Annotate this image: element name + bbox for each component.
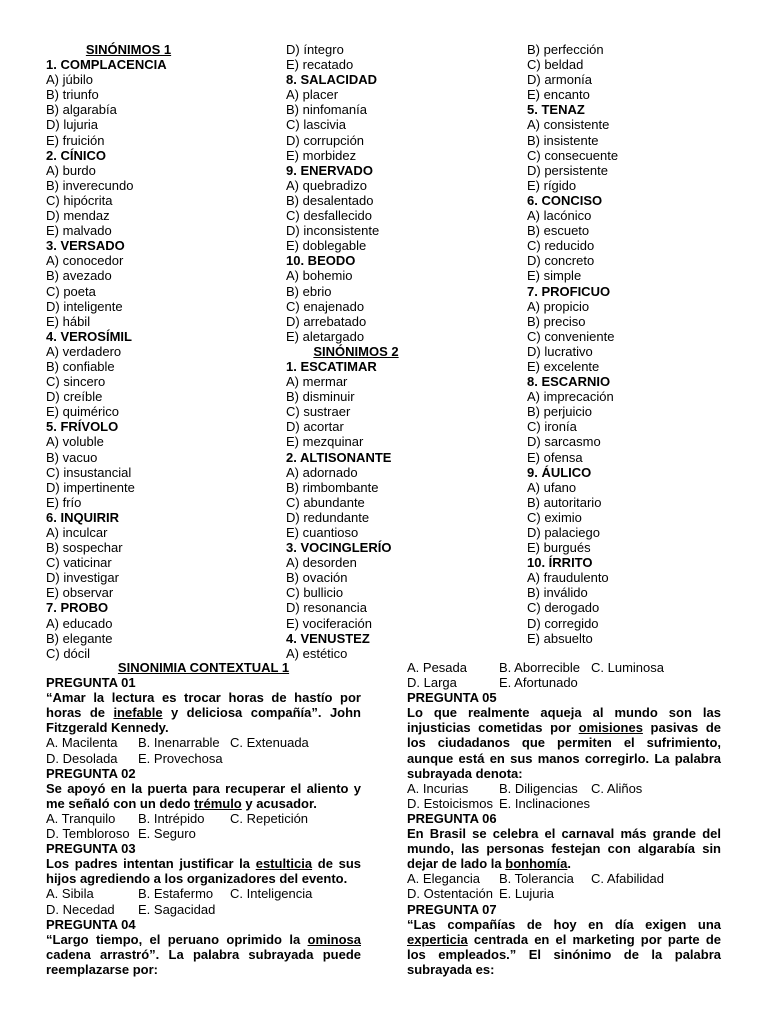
synonym-option: A) burdo	[46, 162, 96, 178]
synonym-question-heading: 2. CÍNICO	[46, 147, 106, 163]
synonym-option: C) bullicio	[286, 585, 344, 601]
option-d: D. Necedad	[46, 901, 115, 917]
underlined-word: omisiones	[578, 720, 643, 736]
question-heading: PREGUNTA 01	[46, 675, 136, 691]
question-heading: PREGUNTA 06	[407, 810, 497, 826]
synonym-option: E) absuelto	[527, 630, 593, 646]
synonym-option: C) sustraer	[286, 404, 351, 420]
synonym-option: A) inculcar	[46, 525, 108, 540]
question-stem: Se apoyó en la puerta para recuperar el aliento y me señaló con un dedo trémulo y acusador.	[46, 780, 361, 811]
synonym-option: B) triunfo	[46, 87, 99, 103]
synonym-option: B) rimbombante	[286, 479, 379, 495]
option-b: B. Aborrecible	[499, 660, 580, 675]
synonym-option: A) júbilo	[46, 72, 93, 88]
synonym-question-heading: 2. ALTISONANTE	[286, 449, 392, 465]
option-d: D. Desolada	[46, 750, 118, 766]
section-title: SINÓNIMOS 1	[85, 42, 172, 57]
synonym-option: D) persistente	[527, 162, 608, 178]
synonym-option: D) corrupción	[286, 132, 365, 148]
synonym-option: B) ovación	[286, 570, 348, 586]
underlined-word: bonhomía	[505, 856, 568, 872]
synonym-option: C) dócil	[46, 645, 91, 661]
question-01	[46, 675, 361, 766]
synonym-option: B) vacuo	[46, 449, 98, 465]
synonym-option: A) placer	[286, 87, 339, 103]
synonym-question-heading: 6. CONCISO	[527, 192, 603, 208]
underlined-word: trémulo	[194, 795, 242, 811]
synonym-option: B) confiable	[46, 358, 115, 374]
option-e: E. Provechosa	[138, 750, 223, 766]
synonym-question-heading: 8. SALACIDAD	[286, 72, 378, 88]
option-c: C. Inteligencia	[230, 886, 313, 902]
synonym-option: E) malvado	[46, 223, 112, 239]
option-e: E. Seguro	[138, 826, 196, 842]
synonym-option: C) vaticinar	[46, 555, 112, 571]
question-stem: “Las compañías de hoy en día exigen una experticia centrada en el marketing por parte de los empleados.” El sinónimo de la palabra subrayada es:	[407, 916, 721, 977]
synonym-option: E) quimérico	[46, 404, 119, 420]
option-c: C. Repetición	[230, 810, 309, 826]
synonym-option: C) eximio	[527, 509, 582, 525]
synonym-question-heading: 5. TENAZ	[527, 102, 585, 118]
synonym-option: B) inválido	[527, 585, 588, 601]
synonym-option: E) fruición	[46, 132, 105, 148]
underlined-word: estulticia	[255, 856, 313, 872]
question-stem: En Brasil se celebra el carnaval más grande del mundo, las personas festejan con algarabía sin dejar de lado la bonhomía.	[407, 826, 721, 872]
synonym-option: A) lacónico	[527, 208, 592, 224]
synonym-option: A) mermar	[286, 374, 348, 390]
synonym-option: E) recatado	[286, 57, 354, 73]
synonym-option: C) hipócrita	[46, 192, 113, 208]
synonym-option: E) simple	[527, 268, 582, 284]
synonym-option: B) ebrio	[286, 283, 332, 299]
option-d: D. Estoicismos	[407, 795, 493, 811]
synonym-option: C) sincero	[46, 374, 106, 390]
options-row	[46, 886, 361, 901]
options-row	[46, 902, 361, 917]
synonym-option: E) encanto	[527, 87, 590, 103]
synonym-option: D) corregido	[527, 615, 599, 631]
synonym-option: D) inteligente	[46, 298, 123, 314]
option-e: E. Sagacidad	[138, 901, 216, 917]
synonym-option: A) adornado	[286, 464, 358, 480]
synonym-option: B) escueto	[527, 223, 590, 239]
synonym-question-heading: 1. COMPLACENCIA	[46, 57, 167, 73]
synonym-question-heading: 10. ÍRRITO	[527, 555, 593, 571]
synonym-option: C) insustancial	[46, 464, 132, 480]
section-title: SINONIMIA CONTEXTUAL 1	[117, 660, 290, 675]
synonym-option: E) cuantioso	[286, 525, 359, 540]
synonym-option: B) perjuicio	[527, 404, 593, 420]
synonym-option: C) beldad	[527, 57, 584, 73]
synonym-option: D) resonancia	[286, 600, 367, 616]
synonym-option: E) mezquinar	[286, 434, 364, 450]
synonym-option: C) derogado	[527, 600, 600, 616]
underlined-word: experticia	[407, 931, 468, 947]
synonym-question-heading: 9. ENERVADO	[286, 162, 373, 178]
synonym-option: B) sospechar	[46, 540, 123, 556]
synonym-question-heading: 8. ESCARNIO	[527, 374, 611, 390]
synonym-option: A) voluble	[46, 434, 104, 450]
synonym-question-heading: 10. BEODO	[286, 253, 356, 269]
synonym-option: C) ironía	[527, 419, 577, 435]
synonym-question-heading: 6. INQUIRIR	[46, 509, 119, 525]
option-e: E. Afortunado	[499, 675, 578, 691]
synonym-option: C) poeta	[46, 283, 96, 299]
synonym-option: C) abundante	[286, 494, 365, 510]
synonym-option: B) autoritario	[527, 494, 602, 510]
synonym-option: B) algarabía	[46, 102, 117, 118]
synonym-option: D) íntegro	[286, 42, 344, 57]
synonyms-column-1	[46, 42, 261, 661]
synonym-option: B) avezado	[46, 268, 112, 284]
option-c: C. Aliños	[591, 780, 643, 796]
question-heading: PREGUNTA 05	[407, 690, 497, 706]
synonym-option: D) palaciego	[527, 525, 600, 540]
option-b: B. Estafermo	[138, 886, 214, 902]
options-row	[407, 886, 721, 901]
synonym-option: B) elegante	[46, 630, 113, 646]
synonym-option: C) conveniente	[527, 328, 615, 344]
synonym-option: D) lucrativo	[527, 343, 593, 359]
synonym-option: A) ufano	[527, 479, 577, 495]
synonym-option: B) ninfomanía	[286, 102, 367, 118]
question-04	[46, 917, 361, 977]
underlined-word: ominosa	[307, 931, 361, 947]
option-d: D. Tembloroso	[46, 826, 130, 842]
option-d: D. Ostentación	[407, 886, 493, 902]
synonym-option: B) desalentado	[286, 192, 374, 208]
synonym-option: D) sarcasmo	[527, 434, 601, 450]
synonym-option: A) propicio	[527, 298, 590, 314]
synonym-option: A) bohemio	[286, 268, 353, 284]
option-b: B. Diligencias	[499, 780, 578, 796]
option-a: A. Elegancia	[407, 871, 480, 887]
synonym-option: A) desorden	[286, 555, 357, 571]
synonym-option: E) observar	[46, 585, 114, 601]
question-06	[407, 811, 721, 902]
options-row	[407, 871, 721, 886]
options-row	[407, 796, 721, 811]
synonym-option: D) mendaz	[46, 208, 110, 224]
synonym-option: C) consecuente	[527, 147, 619, 163]
question-heading: PREGUNTA 04	[46, 916, 136, 932]
synonym-option: D) impertinente	[46, 479, 135, 495]
question-stem: Lo que realmente aqueja al mundo son las injusticias cometidas por omisiones pasivas de los ciudadanos que permiten el sufrimiento, aunque está en sus manos corregirlo. La palabra subrayada denota:	[407, 705, 721, 781]
synonym-option: D) armonía	[527, 72, 593, 88]
options-row	[46, 811, 361, 826]
question-heading: PREGUNTA 07	[407, 901, 497, 917]
question-05	[407, 690, 721, 811]
synonym-option: C) desfallecido	[286, 208, 372, 224]
question-stem: Los padres intentan justificar la estulticia de sus hijos agrediendo a los organizadores del evento.	[46, 856, 362, 887]
option-c: C. Luminosa	[591, 660, 664, 675]
options-row	[407, 781, 721, 796]
option-a: A. Pesada	[407, 660, 467, 675]
synonym-question-heading: 1. ESCATIMAR	[286, 358, 377, 374]
question-stem: “Amar la lectura es trocar horas de hastío por horas de inefable y deliciosa compañía”. John Fitzgerald Kennedy.	[46, 690, 361, 736]
synonym-option: D) redundante	[286, 509, 370, 525]
option-a: A. Incurias	[407, 780, 469, 796]
option-a: A. Macilenta	[46, 735, 118, 751]
synonym-option: D) arrebatado	[286, 313, 367, 329]
synonym-option: E) rígido	[527, 177, 577, 193]
synonym-option: D) inconsistente	[286, 223, 380, 239]
underlined-word: inefable	[113, 705, 163, 721]
option-b: B. Tolerancia	[499, 871, 574, 887]
synonym-question-heading: 7. PROFICUO	[527, 283, 611, 299]
synonym-question-heading: 4. VEROSÍMIL	[46, 328, 132, 344]
synonym-option: B) disminuir	[286, 389, 355, 405]
synonym-option: D) lujuria	[46, 117, 99, 133]
synonym-option: A) estético	[286, 645, 348, 661]
option-e: E. Inclinaciones	[499, 795, 591, 811]
options-row	[46, 826, 361, 841]
option-a: A. Tranquilo	[46, 810, 116, 826]
synonym-option: A) fraudulento	[527, 570, 609, 586]
synonym-question-heading: 9. ÁULICO	[527, 464, 592, 480]
synonym-option: E) excelente	[527, 358, 600, 374]
synonym-option: D) concreto	[527, 253, 595, 269]
options-row	[407, 675, 721, 690]
synonym-option: A) verdadero	[46, 343, 122, 359]
synonym-option: A) imprecación	[527, 389, 614, 405]
question-07	[407, 902, 721, 977]
synonym-option: C) reducido	[527, 238, 595, 254]
section-title: SINÓNIMOS 2	[313, 343, 399, 359]
synonym-option: D) investigar	[46, 570, 119, 586]
synonym-question-heading: 5. FRÍVOLO	[46, 419, 119, 435]
option-d: D. Larga	[407, 675, 457, 691]
question-03	[46, 841, 361, 916]
contextual-column-left	[46, 660, 361, 977]
synonym-question-heading: 3. VOCINGLERÍO	[286, 540, 392, 556]
synonym-option: A) educado	[46, 615, 113, 631]
synonym-question-heading: 4. VENUSTEZ	[286, 630, 370, 646]
option-b: B. Intrépido	[138, 810, 205, 826]
options-row	[407, 660, 721, 675]
synonym-option: E) vociferación	[286, 615, 372, 631]
synonym-option: A) consistente	[527, 117, 610, 133]
synonym-option: B) inverecundo	[46, 177, 134, 193]
synonym-question-heading: 7. PROBO	[46, 600, 109, 616]
question-stem: “Largo tiempo, el peruano oprimido la ominosa cadena arrastró”. La palabra subrayada puede reemplazarse por:	[46, 931, 361, 977]
synonym-question-heading: 3. VERSADO	[46, 238, 125, 254]
synonym-option: C) enajenado	[286, 298, 365, 314]
synonym-option: A) conocedor	[46, 253, 124, 269]
options-row	[46, 751, 361, 766]
synonym-option: D) creíble	[46, 389, 103, 405]
synonym-option: E) burgués	[527, 540, 591, 556]
synonym-option: A) quebradizo	[286, 177, 367, 193]
synonym-option: B) insistente	[527, 132, 599, 148]
synonym-option: E) morbidez	[286, 147, 357, 163]
option-b: B. Inenarrable	[138, 735, 220, 751]
option-c: C. Afabilidad	[591, 871, 664, 887]
question-heading: PREGUNTA 03	[46, 841, 136, 857]
option-a: A. Sibila	[46, 886, 94, 902]
option-c: C. Extenuada	[230, 735, 309, 751]
synonyms-column-2	[286, 42, 501, 661]
synonym-option: C) lascivia	[286, 117, 346, 133]
synonym-option: E) hábil	[46, 313, 91, 329]
synonym-option: E) frío	[46, 494, 82, 510]
synonym-option: D) acortar	[286, 419, 344, 435]
synonym-option: B) perfección	[527, 42, 604, 57]
options-row	[46, 735, 361, 750]
question-02	[46, 766, 361, 841]
contextual-column-right	[407, 660, 721, 977]
synonyms-column-3	[527, 42, 742, 646]
synonym-option: E) aletargado	[286, 328, 365, 344]
question-heading: PREGUNTA 02	[46, 765, 136, 781]
synonym-option: B) preciso	[527, 313, 586, 329]
synonym-option: E) doblegable	[286, 238, 367, 254]
synonym-option: E) ofensa	[527, 449, 583, 465]
option-e: E. Lujuria	[499, 886, 554, 902]
